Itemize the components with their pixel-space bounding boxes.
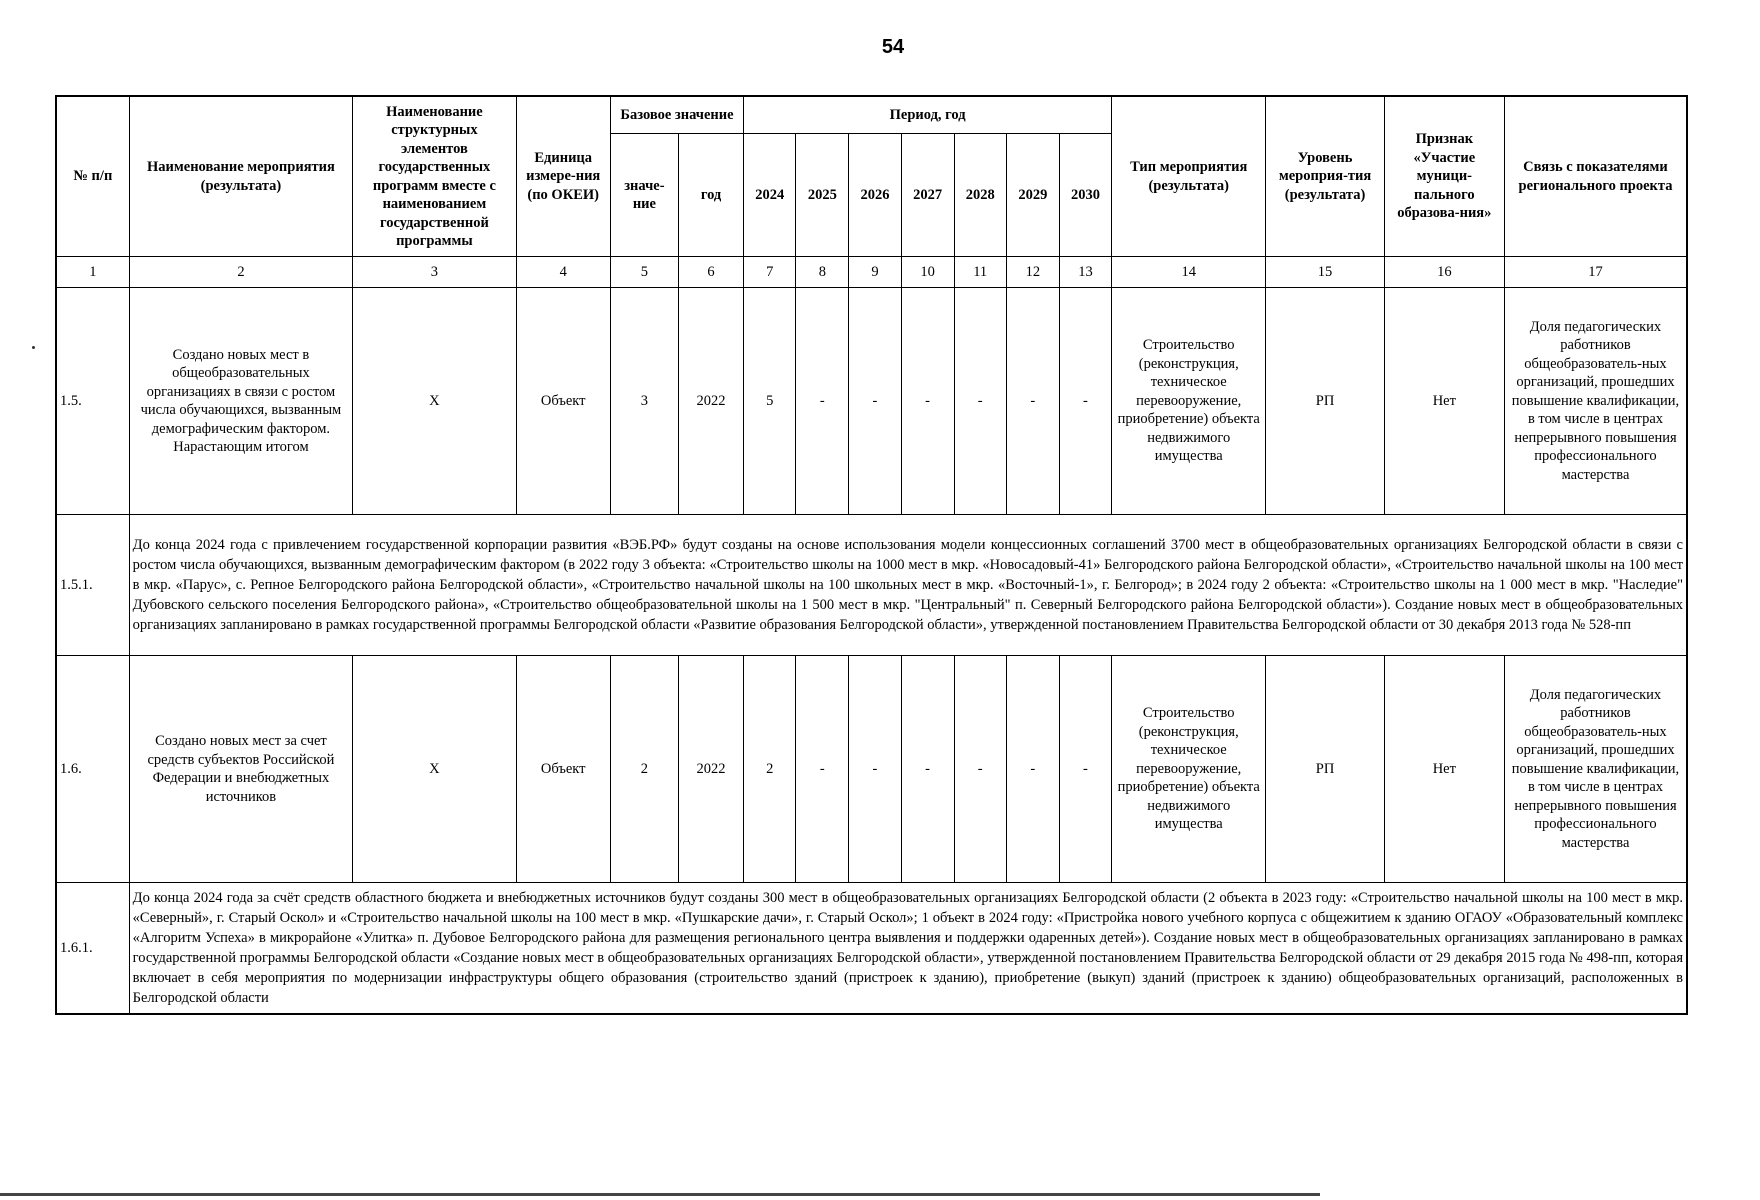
- row-index: 1.5.1.: [56, 515, 129, 656]
- page-number: 54: [881, 36, 905, 58]
- column-number: 7: [744, 257, 796, 288]
- column-number: 2: [129, 257, 353, 288]
- row-index: 1.5.: [56, 288, 129, 515]
- header-level: Уровень мероприя-тия (результата): [1266, 96, 1384, 257]
- header-year-2029: 2029: [1006, 134, 1059, 257]
- header-base-year: год: [678, 134, 743, 257]
- year-value-2026: -: [849, 656, 901, 883]
- column-number: 9: [849, 257, 901, 288]
- column-number: 14: [1112, 257, 1266, 288]
- table-row-1-5-1: [56, 515, 1687, 656]
- header-unit: Единица измере-ния (по ОКЕИ): [516, 96, 610, 257]
- column-number: 1: [56, 257, 129, 288]
- base-year-cell: 2022: [678, 288, 743, 515]
- column-number: 8: [796, 257, 849, 288]
- column-number: 5: [610, 257, 678, 288]
- header-structural: Наименование структурных элементов государственных программ вместе с наименованием государственной программы: [353, 96, 516, 257]
- year-value-2028: -: [954, 288, 1006, 515]
- header-year-2027: 2027: [901, 134, 954, 257]
- year-value-2025: -: [796, 288, 849, 515]
- activity-type: Строительство (реконструкция, техническое перевооружение, приобретение) объекта недвижимого имущества: [1112, 288, 1266, 515]
- year-value-2028: -: [954, 656, 1006, 883]
- year-value-2027: -: [901, 288, 954, 515]
- column-number: 3: [353, 257, 516, 288]
- header-year-2025: 2025: [796, 134, 849, 257]
- year-value-2030: -: [1059, 656, 1111, 883]
- activity-level: РП: [1266, 656, 1384, 883]
- header-year-2030: 2030: [1059, 134, 1111, 257]
- structural-element: X: [353, 288, 516, 515]
- header-type: Тип мероприятия (результата): [1112, 96, 1266, 257]
- header-year-2024: 2024: [744, 134, 796, 257]
- activities-table: [55, 95, 1688, 1015]
- table-row-1-6-1: [56, 883, 1687, 1015]
- unit-cell: Объект: [516, 288, 610, 515]
- header-base: Базовое значение: [610, 96, 743, 134]
- column-number: 17: [1504, 257, 1687, 288]
- row-index: 1.6.1.: [56, 883, 129, 1015]
- table-row-1-5: [56, 288, 1687, 515]
- activity-type: Строительство (реконструкция, техническое перевооружение, приобретение) объекта недвижимого имущества: [1112, 656, 1266, 883]
- column-number: 15: [1266, 257, 1384, 288]
- column-number: 6: [678, 257, 743, 288]
- year-value-2026: -: [849, 288, 901, 515]
- activity-description: До конца 2024 года с привлечением государственной корпорации развития «ВЭБ.РФ» будут созданы на основе использования модели концессионных соглашений 3700 мест в общеобразовательных организациях Белгородской области в связи с ростом числа обучающихся, вызванным демографическим фактором (в 2022 году 3 объекта: «Строительство школы на 1000 мест в мкр. «Новосадовый-41» Белгородского района Белгородской области», «Строительство начальной школы на 100 мест в мкр. «Парус», с. Репное Белгородского района Белгородской области», «Строительство начальной школы на 100 школьных мест в мкр. «Восточный-1», г. Белгород»; в 2024 году 2 объекта: «Строительство школы на 1 000 мест в мкр. "Наследие" Дубовского сельского поселения Белгородского района», «Строительство общеобразовательной школы на 1 500 мест в мкр. "Центральный" п. Северный Белгородского района Белгородской области»). Создание новых мест в общеобразовательных организациях запланировано в рамках государственной программы Белгородской области «Развитие образования Белгородской области», утвержденной постановлением Правительства Белгородской области от 30 декабря 2013 года № 528-пп: [129, 515, 1687, 656]
- unit-cell: Объект: [516, 656, 610, 883]
- year-value-2029: -: [1006, 656, 1059, 883]
- activity-description: До конца 2024 года за счёт средств областного бюджета и внебюджетных источников будут созданы 300 мест в общеобразовательных организациях Белгородской области (2 объекта в 2023 году: «Строительство начальной школы на 100 мест в мкр. «Северный», г. Старый Оскол» и «Строительство начальной школы на 100 мест в мкр. «Пушкарские дачи», г. Старый Оскол»; 1 объект в 2024 году: «Пристройка нового учебного корпуса с общежитием к зданию ОГАОУ «Образовательный комплекс «Алгоритм Успеха» в микрорайоне «Улитка» п. Дубовое Белгородского района для размещения регионального центра выявления и поддержки одаренных детей»). Создание новых мест в общеобразовательных организациях запланировано в рамках государственной программы Белгородской области «Создание новых мест в общеобразовательных организациях Белгородской области», утвержденной постановлением Правительства Белгородской области от 29 декабря 2015 года № 498-пп, которая включает в себя мероприятия по модернизации инфраструктуры общего образования (строительство зданий (пристроек к зданию), приобретение (выкуп) зданий (пристроек к зданию) общеобразовательных организаций, расположенных в Белгородской области: [129, 883, 1687, 1015]
- base-year-cell: 2022: [678, 656, 743, 883]
- year-value-2027: -: [901, 656, 954, 883]
- table-row-1-6: [56, 656, 1687, 883]
- header-period: Период, год: [744, 96, 1112, 134]
- row-index: 1.6.: [56, 656, 129, 883]
- year-value-2030: -: [1059, 288, 1111, 515]
- header-num: № п/п: [56, 96, 129, 257]
- column-number: 4: [516, 257, 610, 288]
- column-number: 12: [1006, 257, 1059, 288]
- header-municipal: Признак «Участие муници-пального образова-ния»: [1384, 96, 1504, 257]
- base-value-cell: 3: [610, 288, 678, 515]
- header-base-value: значе-ние: [610, 134, 678, 257]
- header-year-2026: 2026: [849, 134, 901, 257]
- year-value-2025: -: [796, 656, 849, 883]
- column-number: 11: [954, 257, 1006, 288]
- year-value-2029: -: [1006, 288, 1059, 515]
- municipal-flag: Нет: [1384, 288, 1504, 515]
- municipal-flag: Нет: [1384, 656, 1504, 883]
- column-number: 10: [901, 257, 954, 288]
- header-link: Связь с показателями регионального проекта: [1504, 96, 1687, 257]
- activity-level: РП: [1266, 288, 1384, 515]
- column-numbers-row: [56, 257, 1687, 288]
- scan-bottom-edge: [0, 1193, 1320, 1196]
- header-name: Наименование мероприятия (результата): [129, 96, 353, 257]
- year-value-2024: 5: [744, 288, 796, 515]
- scan-dot-mark: [32, 346, 35, 349]
- activity-name: Создано новых мест в общеобразовательных организациях в связи с ростом числа обучающихся, вызванным демографическим фактором. Нарастающим итогом: [129, 288, 353, 515]
- regional-project-link: Доля педагогических работников общеобразователь-ных организаций, прошедших повышение квалификации, в том числе в центрах непрерывного повышения профессионального мастерства: [1504, 288, 1687, 515]
- header-year-2028: 2028: [954, 134, 1006, 257]
- base-value-cell: 2: [610, 656, 678, 883]
- column-number: 16: [1384, 257, 1504, 288]
- activity-name: Создано новых мест за счет средств субъектов Российской Федерации и внебюджетных источников: [129, 656, 353, 883]
- structural-element: X: [353, 656, 516, 883]
- column-number: 13: [1059, 257, 1111, 288]
- year-value-2024: 2: [744, 656, 796, 883]
- regional-project-link: Доля педагогических работников общеобразователь-ных организаций, прошедших повышение квалификации, в том числе в центрах непрерывного повышения профессионального мастерства: [1504, 656, 1687, 883]
